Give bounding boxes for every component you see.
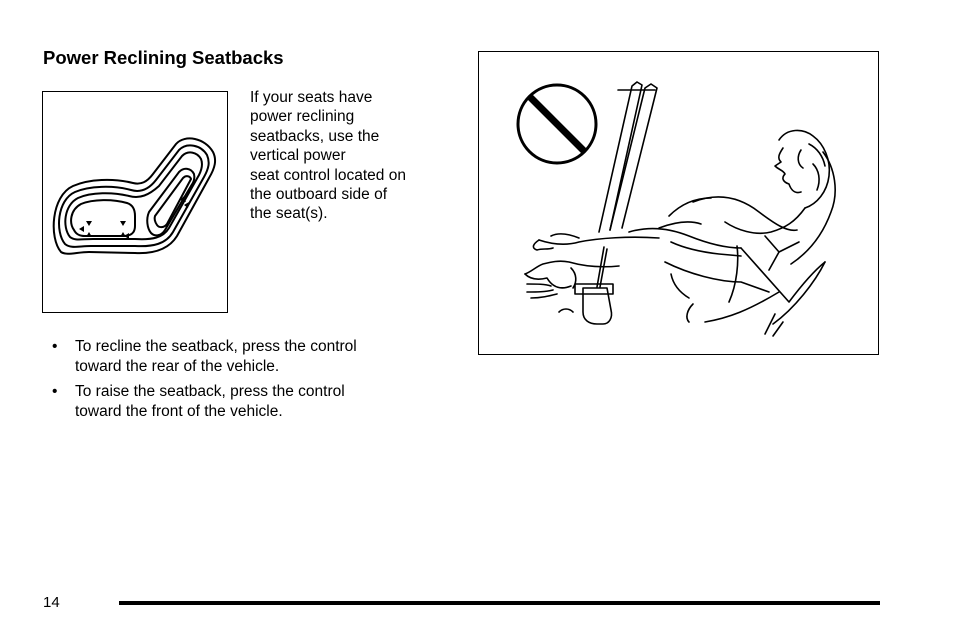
list-item-line: toward the front of the vehicle.	[75, 403, 283, 420]
intro-line: If your seats have	[250, 89, 373, 106]
footer-rule	[119, 601, 880, 605]
seat-control-illustration	[42, 91, 228, 313]
intro-line: the seat(s).	[250, 205, 328, 223]
intro-line: power reclining	[250, 108, 355, 126]
page-number: 14	[43, 594, 60, 611]
list-item	[52, 337, 452, 377]
list-item-line: toward the rear of the vehicle.	[75, 358, 280, 375]
list-item	[52, 382, 452, 422]
instruction-list	[52, 337, 452, 427]
bullet-marker: •	[52, 338, 58, 355]
intro-line: seat control located on	[250, 166, 406, 184]
intro-line: seatbacks, use the	[250, 127, 380, 145]
bullet-marker: •	[52, 383, 58, 400]
list-item-line: To raise the seatback, press the control	[75, 383, 345, 400]
intro-paragraph	[250, 88, 450, 224]
reclined-passenger-drawing	[479, 52, 880, 356]
no-reclining-while-driving-icon	[518, 85, 596, 163]
intro-line: vertical power	[250, 147, 346, 165]
seat-control-icon	[43, 92, 229, 314]
section-heading: Power Reclining Seatbacks	[43, 47, 284, 68]
intro-line: the outboard side of	[250, 186, 388, 204]
list-item-line: To recline the seatback, press the control	[75, 338, 357, 355]
reclined-passenger-illustration	[478, 51, 879, 355]
